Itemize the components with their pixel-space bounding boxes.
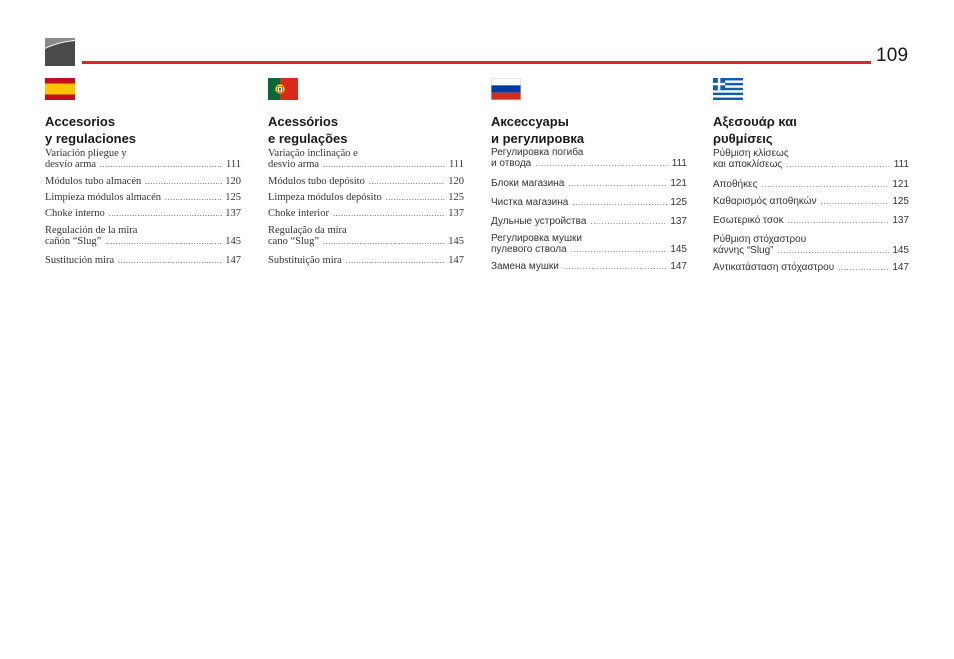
toc-column-el (713, 78, 909, 273)
leader-dots (778, 245, 890, 256)
toc-entry[interactable]: Regulación de la mira cañón “Slug” ..... 145 (45, 225, 241, 247)
section-heading: Αξεσουάρ και ρυθμίσεις (713, 114, 797, 146)
toc-entry[interactable]: Чистка магазина ..... 125 (491, 197, 687, 208)
leader-dots (568, 178, 667, 189)
section-heading: Acessórios e regulações (268, 114, 348, 146)
toc-entry[interactable]: Variación pliegue y desvío arma ..... 111 (45, 148, 241, 170)
toc-entry[interactable]: Замена мушки ..... 147 (491, 261, 687, 272)
page-ref: 147 (448, 255, 464, 266)
toc-entry[interactable]: Regulação da mira cano “Slug” ..... 145 (268, 225, 464, 247)
page-ref: 137 (892, 215, 909, 226)
leader-dots (571, 244, 668, 255)
toc-entry[interactable]: Дульные устройства ..... 137 (491, 216, 687, 227)
toc-column-pt (268, 78, 464, 266)
toc-entry[interactable]: Αντικατάσταση στόχαστρου ..... 147 (713, 262, 909, 273)
page-ref: 111 (449, 159, 464, 170)
page-ref: 120 (448, 176, 464, 187)
leader-dots (145, 176, 222, 187)
leader-dots (369, 176, 445, 187)
leader-dots (590, 216, 667, 227)
section-heading: Аксессуары и регулировка (491, 114, 585, 146)
toc-entry[interactable]: Substituição mira ..... 147 (268, 255, 464, 266)
toc-entry[interactable]: Регулировка мушки пулевого ствола ..... 145 (491, 233, 687, 255)
page-ref: 125 (892, 196, 909, 207)
page-ref: 111 (893, 159, 909, 170)
toc-entry[interactable]: Variação inclinação e desvio arma ..... 111 (268, 148, 464, 170)
page-ref: 125 (448, 192, 464, 203)
page-ref: 147 (892, 262, 909, 273)
page-ref: 125 (670, 197, 687, 208)
leader-dots (165, 192, 222, 203)
toc-column-ru (491, 78, 687, 272)
leader-dots (386, 192, 446, 203)
toc-entry[interactable]: Καθαρισμός αποθηκών ..... 125 (713, 196, 909, 207)
page-ref: 145 (892, 245, 909, 256)
leader-dots (535, 158, 669, 169)
spain-flag (45, 78, 75, 100)
page-ref: 145 (448, 236, 464, 247)
leader-dots (105, 236, 222, 247)
leader-dots (100, 159, 223, 170)
leader-dots (323, 159, 446, 170)
corner-tab-icon (45, 38, 75, 66)
leader-dots (346, 255, 445, 266)
leader-dots (761, 179, 889, 190)
leader-dots (323, 236, 445, 247)
toc-column-es (45, 78, 241, 266)
greece-flag (713, 78, 743, 100)
toc-entry[interactable]: Módulos tubo almacén ..... 120 (45, 176, 241, 187)
page-ref: 147 (225, 255, 241, 266)
page-ref: 137 (448, 208, 464, 219)
leader-dots (109, 208, 222, 219)
page-ref: 145 (225, 236, 241, 247)
toc-entry[interactable]: Sustitución mira ..... 147 (45, 255, 241, 266)
leader-dots (563, 261, 667, 272)
leader-dots (838, 262, 889, 273)
page-ref: 111 (226, 159, 241, 170)
page-ref: 111 (671, 158, 687, 169)
toc-entry[interactable]: Ρύθμιση στόχαστρου κάννης “Slug” ..... 145 (713, 234, 909, 256)
leader-dots (786, 159, 891, 170)
portugal-flag (268, 78, 298, 100)
leader-dots (821, 196, 890, 207)
toc-entry[interactable]: Блоки магазина ..... 121 (491, 178, 687, 189)
russia-flag (491, 78, 521, 100)
page-ref: 120 (225, 176, 241, 187)
toc-entry[interactable]: Αποθήκες ..... 121 (713, 179, 909, 190)
toc-entry[interactable]: Limpieza módulos almacén ..... 125 (45, 192, 241, 203)
page-ref: 147 (670, 261, 687, 272)
section-heading: Accesorios y regulaciones (45, 114, 137, 146)
toc-entry[interactable]: Ρύθμιση κλίσεως και αποκλίσεως ..... 111 (713, 148, 909, 170)
page-ref: 137 (670, 216, 687, 227)
toc-entry[interactable]: Módulos tubo depósito ..... 120 (268, 176, 464, 187)
page-ref: 121 (892, 179, 909, 190)
header-rule (82, 61, 871, 64)
page-number: 109 (876, 45, 909, 66)
page-ref: 121 (670, 178, 687, 189)
leader-dots (118, 255, 222, 266)
toc-entry[interactable]: Εσωτερικό τσοκ ..... 137 (713, 215, 909, 226)
page-ref: 125 (225, 192, 241, 203)
toc-entry[interactable]: Choke interno ..... 137 (45, 208, 241, 219)
leader-dots (572, 197, 667, 208)
leader-dots (333, 208, 445, 219)
toc-entry[interactable]: Choke interior ..... 137 (268, 208, 464, 219)
page-ref: 145 (670, 244, 687, 255)
toc-entry[interactable]: Limpeza módulos depósito ..... 125 (268, 192, 464, 203)
page-ref: 137 (225, 208, 241, 219)
leader-dots (788, 215, 890, 226)
toc-entry[interactable]: Регулировка погиба и отвода ..... 111 (491, 147, 687, 169)
